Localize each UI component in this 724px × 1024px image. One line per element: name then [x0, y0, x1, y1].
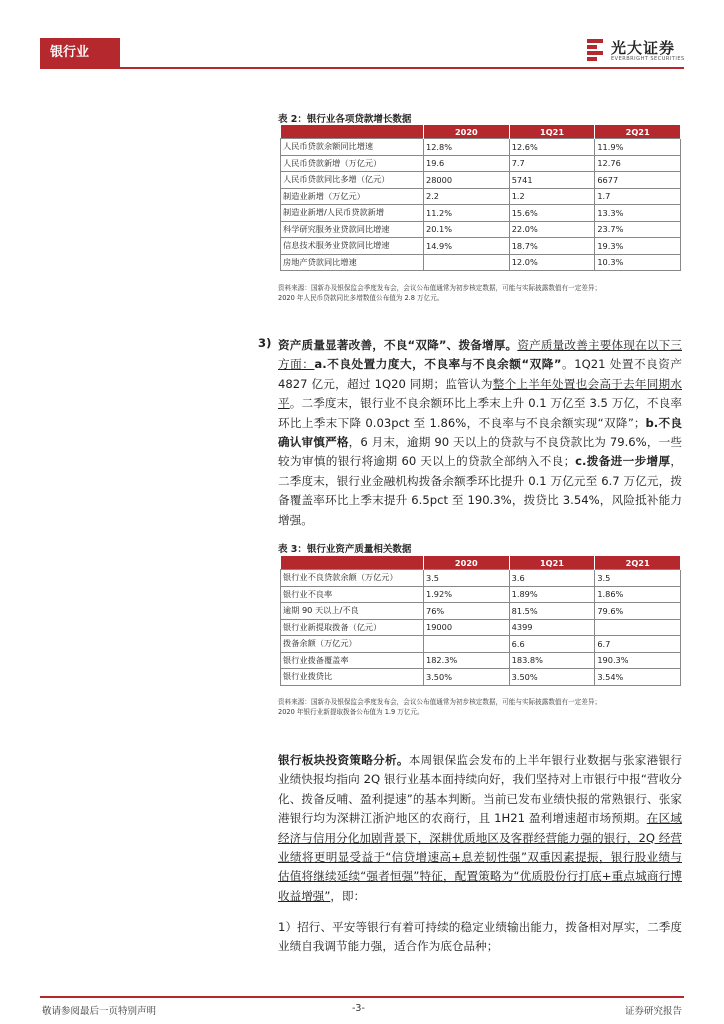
table2-cell: 12.8% — [424, 139, 510, 156]
strategy-heading: 银行板块投资策略分析。 — [278, 753, 409, 767]
point3-b-heading: b.不良确认审慎严格 — [278, 415, 682, 450]
table3-cell: 1.89% — [509, 586, 595, 603]
table3-cell — [424, 636, 510, 653]
strategy-item-1: 1）招行、平安等银行有着可持续的稳定业绩输出能力，拨备相对厚实，二季度业绩自我调节能力强，适合作为底仓品种； — [278, 920, 682, 954]
table3-cell: 3.54% — [595, 669, 681, 686]
table2-cell — [424, 254, 510, 271]
table2-header-row — [281, 125, 681, 139]
table2-cell: 5741 — [509, 172, 595, 189]
table3-cell: 6.7 — [595, 636, 681, 653]
table2-source — [278, 283, 601, 303]
table2-cell: 7.7 — [509, 155, 595, 172]
table3-row — [281, 636, 681, 653]
table3-row — [281, 669, 681, 686]
table3-cell: 3.5 — [424, 570, 510, 587]
table3-cell: 1.86% — [595, 586, 681, 603]
table2-cell: 2.2 — [424, 188, 510, 205]
table2-col-2020: 2020 — [424, 125, 510, 139]
point3-c-text: ，二季度末，银行业金融机构拨备余额季环比提升 0.1 万亿元至 6.7 万亿元，拨备覆盖率环比上季末提升 6.5pct 至 190.3%，拨贷比 3.54%，风险抵补能力增强。 — [278, 454, 683, 527]
table2-row-label: 制造业新增（万亿元） — [281, 188, 424, 205]
table2-cell: 1.7 — [595, 188, 681, 205]
footer-disclaimer: 敬请参阅最后一页特别声明 — [42, 1006, 157, 1017]
table2-cell: 20.1% — [424, 221, 510, 238]
table3-header-row — [281, 556, 681, 570]
table2-cell: 19.3% — [595, 238, 681, 255]
table3-cell: 3.50% — [509, 669, 595, 686]
table3-row — [281, 570, 681, 587]
table3-cell: 3.50% — [424, 669, 510, 686]
point3-heading: 资产质量显著改善，不良“双降”、拨备增厚。 — [278, 338, 518, 352]
table2-row-label: 人民币贷款新增（万亿元） — [281, 155, 424, 172]
table3-source-line2: 2020 年银行业新提取拨备公布值为 1.9 万亿元。 — [278, 708, 424, 716]
point3-b-text: ，6 月末，逾期 90 天以上的贷款与不良贷款比为 79.6%，一些较为审慎的银行将逾期 60 天以上的贷款全部纳入不良； — [278, 435, 682, 469]
header-divider — [40, 67, 684, 69]
logo-subtitle: EVERBRIGHT SECURITIES — [611, 56, 685, 62]
table3 — [280, 556, 681, 686]
table2-cell: 19.6 — [424, 155, 510, 172]
table2-cell: 12.6% — [509, 139, 595, 156]
table3-row-label: 银行业不良率 — [281, 586, 424, 603]
table3-col-2q21: 2Q21 — [595, 556, 681, 570]
table2-cell: 22.0% — [509, 221, 595, 238]
table3-row-label: 银行业拨贷比 — [281, 669, 424, 686]
table3-row — [281, 586, 681, 603]
table2-cell: 15.6% — [509, 205, 595, 222]
point3-a-detail: 。二季度末，银行业不良余额环比上季末上升 0.1 万亿至 3.5 万亿，不良率环比上季末下降 0.03pct 至 1.86%，不良率与不良余额实现“双降”； — [278, 396, 682, 430]
point3-a-text: 。1Q21 处置不良资产 4827 亿元，超过 1Q20 同期；监管认为 — [278, 357, 682, 391]
table3-col-2020: 2020 — [424, 556, 510, 570]
table2-cell: 14.9% — [424, 238, 510, 255]
table2-row-label: 人民币贷款同比多增（亿元） — [281, 172, 424, 189]
table2-cell: 12.0% — [509, 254, 595, 271]
table2-row — [281, 139, 681, 156]
table2-source-line2: 2020 年人民币贷款同比多增数值公布值为 2.8 万亿元。 — [278, 294, 444, 302]
table2-cell: 18.7% — [509, 238, 595, 255]
page-number: -3- — [352, 1003, 365, 1014]
strategy-text: 本周银保监会发布的上半年银行业数据与张家港银行业绩快报均指向 2Q 银行业基本面持续向好，我们坚持对上市银行中报“营收分化、拨备反哺、盈利提速”的基本判断。当前已发布业绩快报的常熟银行、张家港银行均为深耕江浙沪地区的农商行，且 1H21 盈利增速超市场预期。 — [278, 753, 682, 826]
logo-mark-icon — [585, 38, 605, 62]
table2-cell: 23.7% — [595, 221, 681, 238]
table2-row-label: 房地产贷款同比增速 — [281, 254, 424, 271]
table3-cell: 3.6 — [509, 570, 595, 587]
table2-row — [281, 172, 681, 189]
logo-name: 光大证券 — [611, 39, 676, 57]
strategy-paragraph — [278, 751, 682, 906]
table3-row-label: 银行业新提取拨备（亿元） — [281, 619, 424, 636]
table3-col-1q21: 1Q21 — [509, 556, 595, 570]
table3-col-label — [281, 556, 424, 570]
table3-cell: 182.3% — [424, 652, 510, 669]
table2-cell: 6677 — [595, 172, 681, 189]
table3-cell: 19000 — [424, 619, 510, 636]
point3-paragraph — [278, 336, 682, 530]
table2-row — [281, 238, 681, 255]
table2-row — [281, 221, 681, 238]
table3-source-line1: 资料来源：国新办及银保监会季度发布会，会议公布值通常为初步核定数据，可能与实际披露数值有一定差异； — [278, 698, 602, 706]
strategy-end: ，即： — [330, 888, 366, 903]
table3-source — [278, 697, 601, 717]
table2 — [280, 125, 681, 271]
table3-cell: 76% — [424, 603, 510, 620]
section-tag: 银行业 — [40, 38, 120, 68]
table2-row — [281, 188, 681, 205]
table2-row-label: 人民币贷款余额同比增速 — [281, 139, 424, 156]
table3-cell: 3.5 — [595, 570, 681, 587]
point3-underline-2: 整个上半年处置也会高于去年同期水平 — [278, 376, 682, 411]
table2-cell: 11.9% — [595, 139, 681, 156]
table3-cell — [595, 619, 681, 636]
point3-a-heading: a.不良处置力度大，不良率与不良余额“双降” — [314, 357, 562, 372]
table2-cell: 1.2 — [509, 188, 595, 205]
table2-col-1q21: 1Q21 — [509, 125, 595, 139]
table3-title: 表 3：银行业资产质量相关数据 — [278, 544, 412, 555]
table3-row-label: 拨备余额（万亿元） — [281, 636, 424, 653]
table2-cell: 12.76 — [595, 155, 681, 172]
table2-cell: 28000 — [424, 172, 510, 189]
table3-row — [281, 652, 681, 669]
point3-underline-1: 资产质量改善主要体现在以下三方面： — [278, 338, 682, 372]
table3-cell: 81.5% — [509, 603, 595, 620]
point3-number: 3) — [258, 336, 272, 350]
table2-source-line1: 资料来源：国新办及银保监会季度发布会，会议公布值通常为初步核定数据，可能与实际披露数值有一定差异； — [278, 284, 602, 292]
table3-cell: 190.3% — [595, 652, 681, 669]
table2-col-2q21: 2Q21 — [595, 125, 681, 139]
table3-cell: 183.8% — [509, 652, 595, 669]
point3-c-heading: c.拨备进一步增厚 — [575, 454, 671, 469]
footer-divider — [40, 996, 684, 998]
table3-row — [281, 619, 681, 636]
table3-cell: 4399 — [509, 619, 595, 636]
table2-row — [281, 205, 681, 222]
table2-row-label: 信息技术服务业贷款同比增速 — [281, 238, 424, 255]
company-logo — [585, 36, 695, 66]
table2-cell: 10.3% — [595, 254, 681, 271]
table2-row — [281, 155, 681, 172]
table3-row — [281, 603, 681, 620]
strategy-underline: 在区域经济与信用分化加剧背景下，深耕优质地区及客群经营能力强的银行，2Q 经营业绩将更明显受益于“信贷增速高+息差韧性强”双重因素提振，银行股业绩与估值将继续延续“强者恒强”特征，配置策略为“优质股份行打底+重点城商行博收益增强” — [278, 811, 682, 903]
footer-report-type: 证券研究报告 — [624, 1006, 682, 1017]
table3-cell: 6.6 — [509, 636, 595, 653]
table3-row-label: 银行业拨备覆盖率 — [281, 652, 424, 669]
table2-cell: 13.3% — [595, 205, 681, 222]
table2-row-label: 制造业新增/人民币贷款新增 — [281, 205, 424, 222]
table2-col-label — [281, 125, 424, 139]
table2-title: 表 2：银行业各项贷款增长数据 — [278, 114, 412, 125]
table2-row-label: 科学研究服务业贷款同比增速 — [281, 221, 424, 238]
table3-row-label: 银行业不良贷款余额（万亿元） — [281, 570, 424, 587]
table3-cell: 1.92% — [424, 586, 510, 603]
table2-row — [281, 254, 681, 271]
table3-row-label: 逾期 90 天以上/不良 — [281, 603, 424, 620]
table3-cell: 79.6% — [595, 603, 681, 620]
table2-cell: 11.2% — [424, 205, 510, 222]
